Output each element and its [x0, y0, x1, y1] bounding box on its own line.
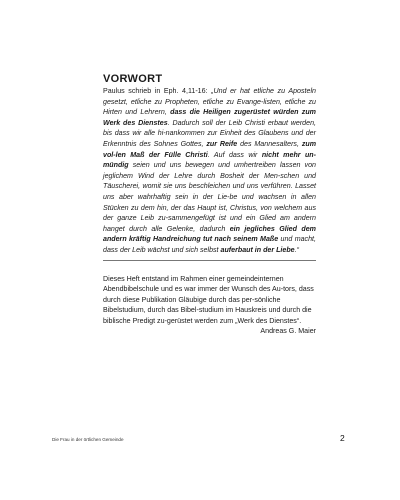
quote-emphasis: ein jegliches Glied dem andern kräftig Handreichung tut nach seinem Maße [103, 224, 316, 244]
quote-segment: .“ [294, 245, 299, 254]
quote-emphasis: dass die Heiligen zugerüstet würden zum Werk des Dienstes [103, 108, 316, 127]
quote-emphasis: nicht mehr un-mündig [103, 150, 316, 170]
quote-segment: . Auf dass wir [207, 150, 262, 159]
scripture-quote [103, 86, 316, 256]
quote-emphasis: zum vol-len Maß der Fülle Christi [103, 139, 316, 159]
quote-segment: Paulus schrieb in Eph. 4,11-16: [103, 87, 212, 95]
foreword-section [103, 73, 316, 337]
quote-segment: „Und er hat etliche zu Aposteln gesetzt, etliche zu Propheten, etliche zu Evange-listen, etliche zu Hirten und Lehrern, [103, 87, 316, 117]
quote-emphasis: zur Reife [206, 139, 238, 148]
page-number: 2 [340, 433, 345, 443]
quote-segment: . Dadurch soll der Leib Christi erbaut werden, bis dass wir alle hi-nankommen zur Einheit des Glaubens und der Erkenntnis des Sohnes Gottes, [103, 118, 316, 148]
section-divider [103, 260, 316, 261]
author-note: Dieses Heft entstand im Rahmen einer gemeindeinternen Abendbibelschule und es war immer der Wunsch des Au-tors, dass durch diese Publikation Gläubige durch das per-sönliche Bibelstudium, durch das Bibel-studium im Hauskreis und durch die biblische Predigt zu-gerüstet werden zum „Werk des Dienstes“. [103, 274, 314, 325]
footer-book-title: Die Frau in der örtlichen Gemeinde [52, 437, 124, 442]
quote-segment: und macht, dass der Leib wächst und sich selbst [103, 235, 316, 254]
author-signature: Andreas G. Maier [260, 327, 316, 336]
quote-segment: des Mannesalters, [237, 139, 302, 148]
foreword-heading: VORWORT [103, 73, 163, 85]
quote-emphasis: auferbaut in der Liebe [220, 245, 295, 254]
quote-segment: seien und uns bewegen und umhertreiben lassen von jeglichem Wind der Lehre durch Bosheit der Men-schen und Täuscherei, womit sie uns beschleichen und uns verführen. Lasset uns aber wahrhaftig sein in der Lie-be und wachsen in allen Stücken zu dem hin, der das Haupt ist, Christus, von welchem aus der ganze Leib zu-sammengefügt ist und ein Glied am andern hanget durch alle Gelenke, dadurch [103, 161, 316, 233]
